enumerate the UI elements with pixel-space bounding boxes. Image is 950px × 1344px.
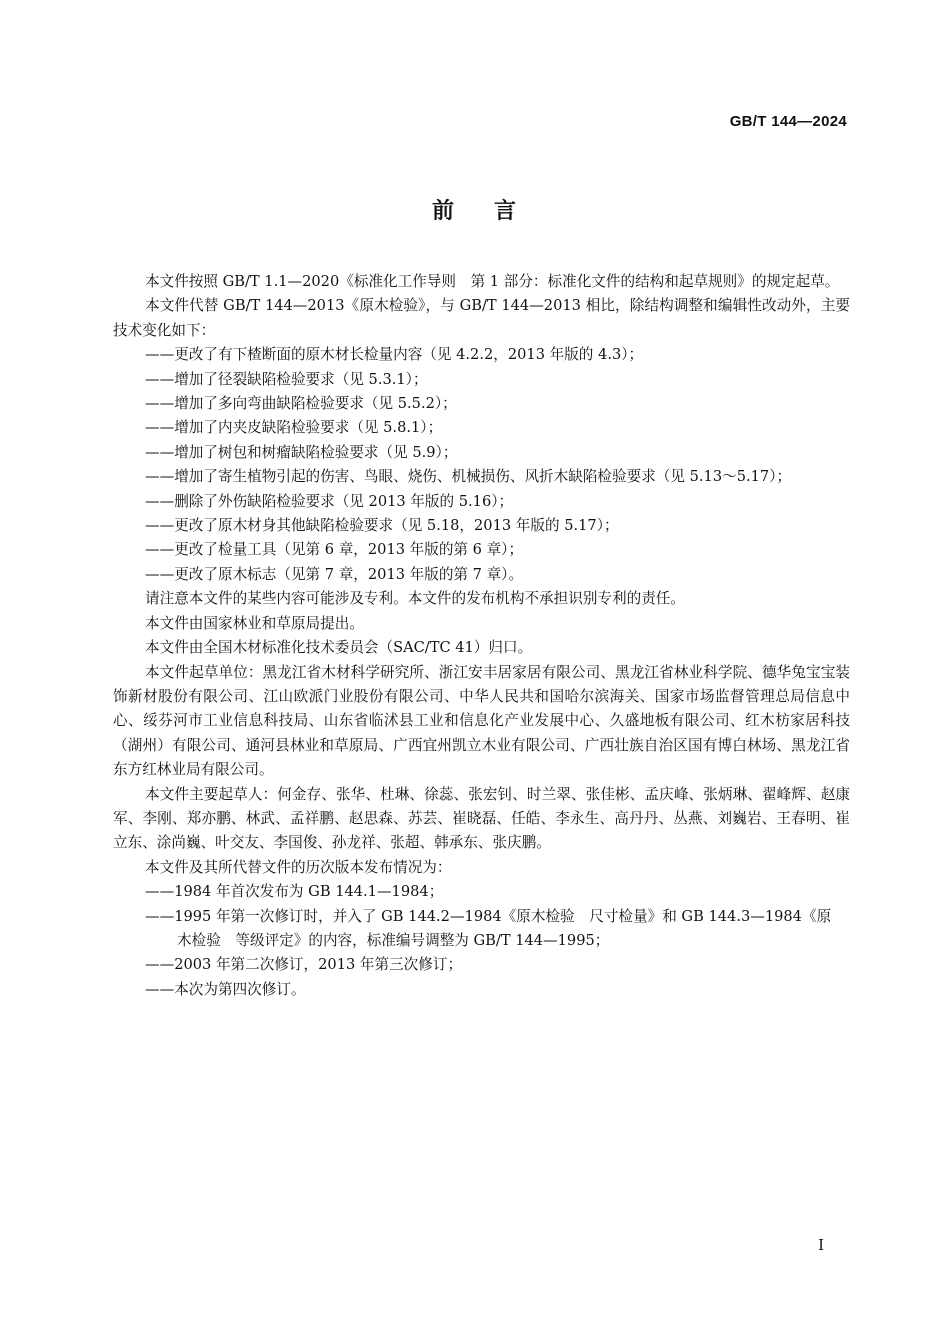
paragraph-replaces: 本文件代替 GB/T 144—2013《原木检验》，与 GB/T 144—2013 相比，除结构调整和编辑性改动外，主要技术变化如下： <box>113 297 850 339</box>
history-item <box>113 905 850 954</box>
change-item: ——增加了径裂缺陷检验要求（见 5.3.1）； <box>145 370 428 388</box>
paragraph-committee: 本文件由全国木材标准化技术委员会（SAC/TC 41）归口。 <box>145 639 533 657</box>
foreword-body <box>113 270 850 1002</box>
change-item: ——更改了原木标志（见第 7 章，2013 年版的第 7 章）。 <box>145 565 524 583</box>
page-title <box>0 194 950 225</box>
paragraph-proposer: 本文件由国家林业和草原局提出。 <box>145 614 364 632</box>
change-item: ——更改了原木材身其他缺陷检验要求（见 5.18，2013 年版的 5.17）； <box>145 517 619 535</box>
history-item-line-2: 木检验 等级评定》的内容，标准编号调整为 GB/T 144—1995； <box>177 931 610 949</box>
change-item: ——删除了外伤缺陷检验要求（见 2013 年版的 5.16）； <box>145 492 514 510</box>
paragraph-patent-notice: 请注意本文件的某些内容可能涉及专利。本文件的发布机构不承担识别专利的责任。 <box>145 590 685 608</box>
title-part-2: 言 <box>494 199 519 224</box>
history-item: ——本次为第四次修订。 <box>145 980 306 998</box>
change-item: ——增加了树包和树瘤缺陷检验要求（见 5.9）； <box>145 443 458 461</box>
paragraph-drafters: 本文件主要起草人：何金存、张华、杜琳、徐蕊、张宏钊、时兰翠、张佳彬、孟庆峰、张炳琳、翟峰辉、赵康军、李刚、郑亦鹏、林武、孟祥鹏、赵思森、苏芸、崔晓磊、任皓、李永生、高丹丹、丛燕、刘巍岩、王春明、崔立东、涂尚巍、叶交友、李国俊、孙龙祥、张超、韩承东、张庆鹏。 <box>113 785 850 852</box>
change-item: ——增加了多向弯曲缺陷检验要求（见 5.5.2）； <box>145 395 457 413</box>
change-item: ——更改了检量工具（见第 6 章，2013 年版的第 6 章）； <box>145 541 524 559</box>
change-item: ——增加了寄生植物引起的伤害、鸟眼、烧伤、机械损伤、风折木缺陷检验要求（见 5.13～5.17）； <box>145 468 792 486</box>
page-number: I <box>818 1236 824 1254</box>
paragraph-drafting-units: 本文件起草单位：黑龙江省木材科学研究所、浙江安丰居家居有限公司、黑龙江省林业科学院、德华兔宝宝装饰新材股份有限公司、江山欧派门业股份有限公司、中华人民共和国哈尔滨海关、国家市场监督管理总局信息中心、绥芬河市工业信息科技局、山东省临沭县工业和信息化产业发展中心、久盛地板有限公司、红木枋家居科技（湖州）有限公司、通河县林业和草原局、广西宜州凯立木业有限公司、广西壮族自治区国有博白林场、黑龙江省东方红林业局有限公司。 <box>113 663 850 779</box>
history-item-line-1: ——1995 年第一次修订时，并入了 GB 144.2—1984《原木检验 尺寸检量》和 GB 144.3—1984《原 <box>145 907 832 925</box>
history-item: ——1984 年首次发布为 GB 144.1—1984； <box>145 883 444 901</box>
paragraph-drafting-rules: 本文件按照 GB/T 1.1—2020《标准化工作导则 第 1 部分：标准化文件的结构和起草规则》的规定起草。 <box>145 273 840 290</box>
history-item: ——2003 年第二次修订，2013 年第三次修订； <box>145 956 463 974</box>
change-item: ——更改了有下楂断面的原木材长检量内容（见 4.2.2，2013 年版的 4.3）； <box>145 346 644 364</box>
change-item: ——增加了内夹皮缺陷检验要求（见 5.8.1）； <box>145 419 443 437</box>
paragraph-history-intro: 本文件及其所代替文件的历次版本发布情况为： <box>145 858 452 876</box>
standard-code: GB/T 144—2024 <box>729 113 847 130</box>
title-part-1: 前 <box>431 199 456 224</box>
